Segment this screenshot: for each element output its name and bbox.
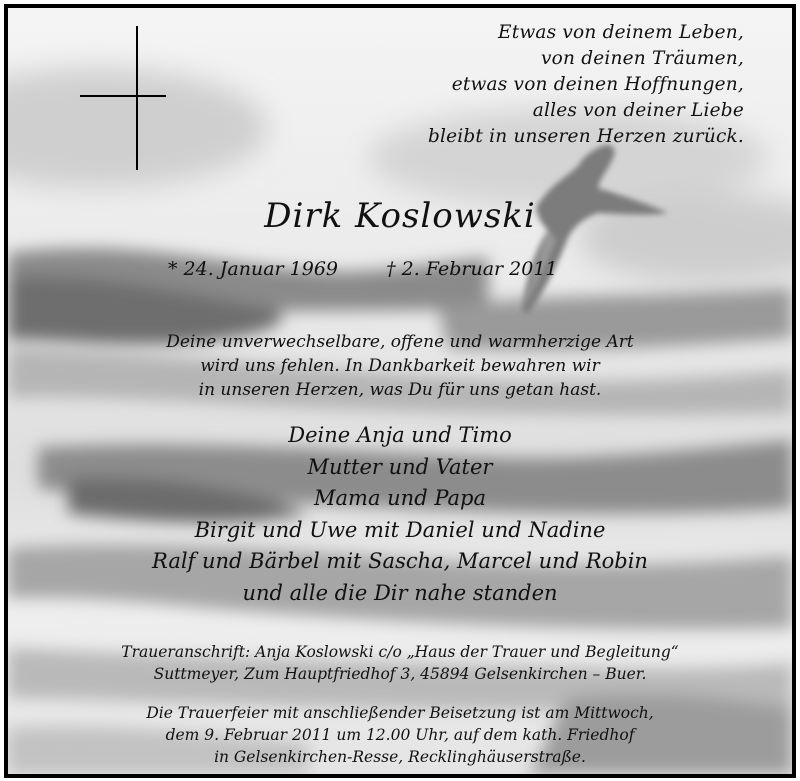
tribute-text xyxy=(8,330,792,402)
poem-line: bleibt in unseren Herzen zurück. xyxy=(427,126,744,147)
funeral-details xyxy=(8,702,792,768)
mourner-line: und alle die Dir nahe standen xyxy=(242,580,558,605)
mourner-line: Birgit und Uwe mit Daniel und Nadine xyxy=(194,517,606,542)
poem-line: Etwas von deinem Leben, xyxy=(498,22,744,43)
ceremony-line: in Gelsenkirchen-Resse, Recklinghäuserstraße. xyxy=(214,748,586,766)
poem-line: alles von deiner Liebe xyxy=(532,100,744,121)
birth-date: * 24. Januar 1969 xyxy=(168,258,339,280)
life-dates xyxy=(168,258,558,280)
poem-verse xyxy=(428,20,744,150)
cross-symbol xyxy=(80,26,166,170)
address-line: Suttmeyer, Zum Hauptfriedhof 3, 45894 Gelsenkirchen – Buer. xyxy=(153,665,647,683)
tribute-line: in unseren Herzen, was Du für uns getan hast. xyxy=(198,380,602,400)
ceremony-line: Die Trauerfeier mit anschließender Beisetzung ist am Mittwoch, xyxy=(146,704,654,722)
death-date: † 2. Februar 2011 xyxy=(386,258,558,280)
tribute-line: wird uns fehlen. In Dankbarkeit bewahren wir xyxy=(200,356,600,376)
poem-line: von deinen Träumen, xyxy=(541,48,744,69)
mourner-line: Ralf und Bärbel mit Sascha, Marcel und Robin xyxy=(152,549,648,573)
deceased-name: Dirk Koslowski xyxy=(264,196,536,236)
mourner-line: Deine Anja und Timo xyxy=(288,423,512,447)
mourner-line: Mutter und Vater xyxy=(307,454,493,479)
mourning-address xyxy=(8,641,792,685)
mourners-list xyxy=(8,420,792,609)
address-line: Traueranschrift: Anja Koslowski c/o „Haus der Trauer und Begleitung“ xyxy=(121,643,679,661)
obituary-frame xyxy=(4,4,796,778)
poem-line: etwas von deinen Hoffnungen, xyxy=(451,74,744,95)
tribute-line: Deine unverwechselbare, offene und warmherzige Art xyxy=(166,332,634,352)
mourner-line: Mama und Papa xyxy=(314,486,486,510)
ceremony-line: dem 9. Februar 2011 um 12.00 Uhr, auf dem kath. Friedhof xyxy=(165,726,635,744)
